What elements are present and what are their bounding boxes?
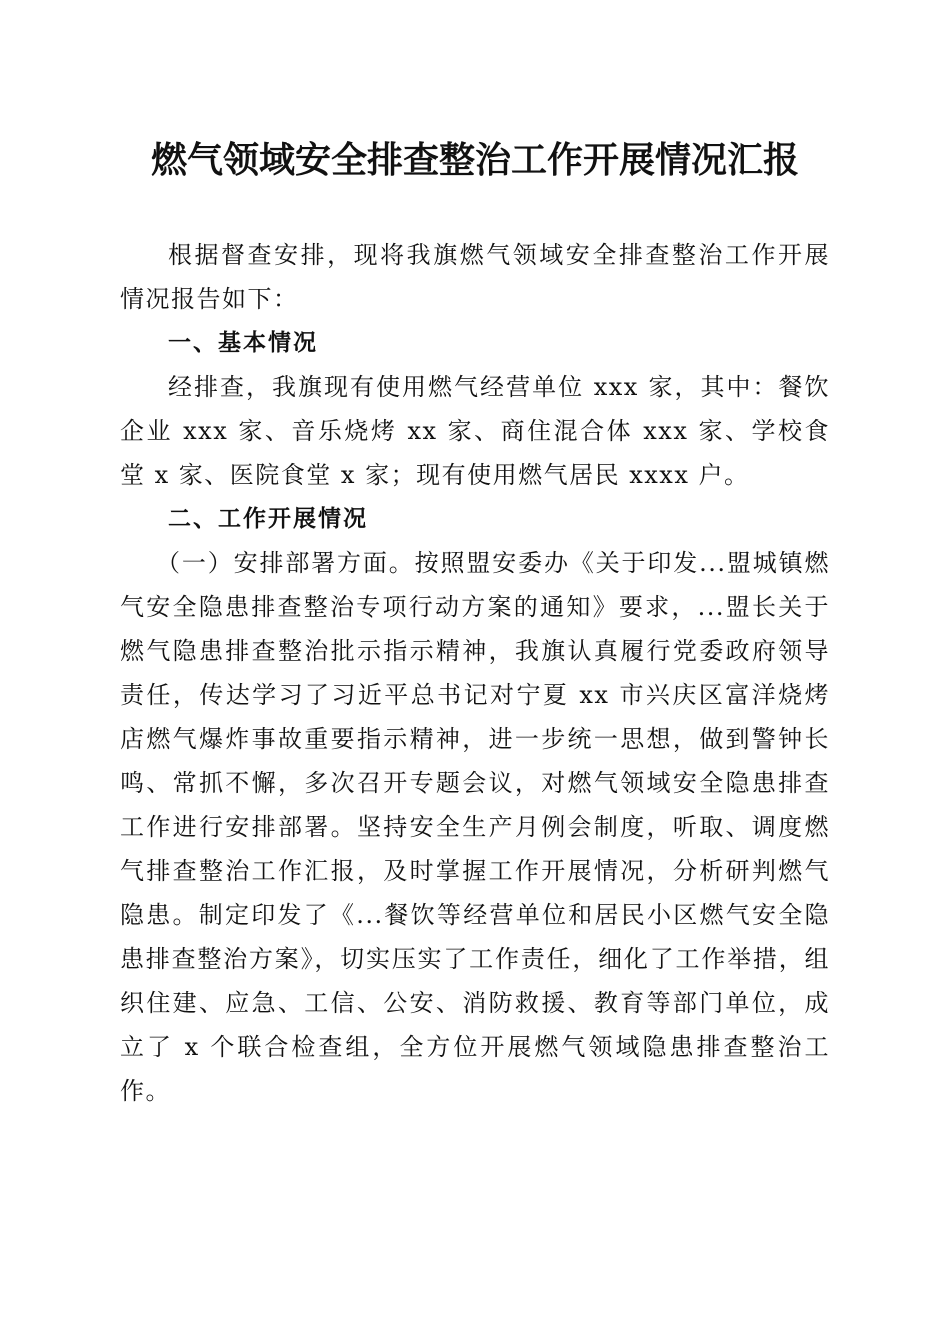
basic-situation-paragraph: 经排查，我旗现有使用燃气经营单位 xxx 家，其中：餐饮企业 xxx 家、音乐烧烤 xx 家、商住混合体 xxx 家、学校食堂 x 家、医院食堂 x 家；现有使用燃气居民 xxxx 户。 — [120, 373, 830, 489]
section-heading-basic-situation: 一、基本情况 — [168, 330, 318, 356]
document-body — [120, 233, 830, 1113]
intro-paragraph: 根据督查安排，现将我旗燃气领域安全排查整治工作开展情况报告如下： — [120, 241, 830, 313]
section-heading-work-progress: 二、工作开展情况 — [168, 506, 368, 532]
document-title: 燃气领域安全排查整治工作开展情况汇报 — [150, 139, 799, 181]
deployment-paragraph: （一）安排部署方面。按照盟安委办《关于印发...盟城镇燃气安全隐患排查整治专项行动方案的通知》要求，...盟长关于燃气隐患排查整治批示指示精神，我旗认真履行党委政府领导责任，传达学习了习近平总书记对宁夏 xx 市兴庆区富洋烧烤店燃气爆炸事故重要指示精神，进一步统一思想，做到警钟长鸣、常抓不懈，多次召开专题会议，对燃气领域安全隐患排查工作进行安排部署。坚持安全生产月例会制度，听取、调度燃气排查整治工作汇报，及时掌握工作开展情况，分析研判燃气隐患。制定印发了《...餐饮等经营单位和居民小区燃气安全隐患排查整治方案》，切实压实了工作责任，细化了工作举措，组织住建、应急、工信、公安、消防救援、教育等部门单位，成立了 x 个联合检查组，全方位开展燃气领域隐患排查整治工作。 — [120, 549, 830, 1105]
